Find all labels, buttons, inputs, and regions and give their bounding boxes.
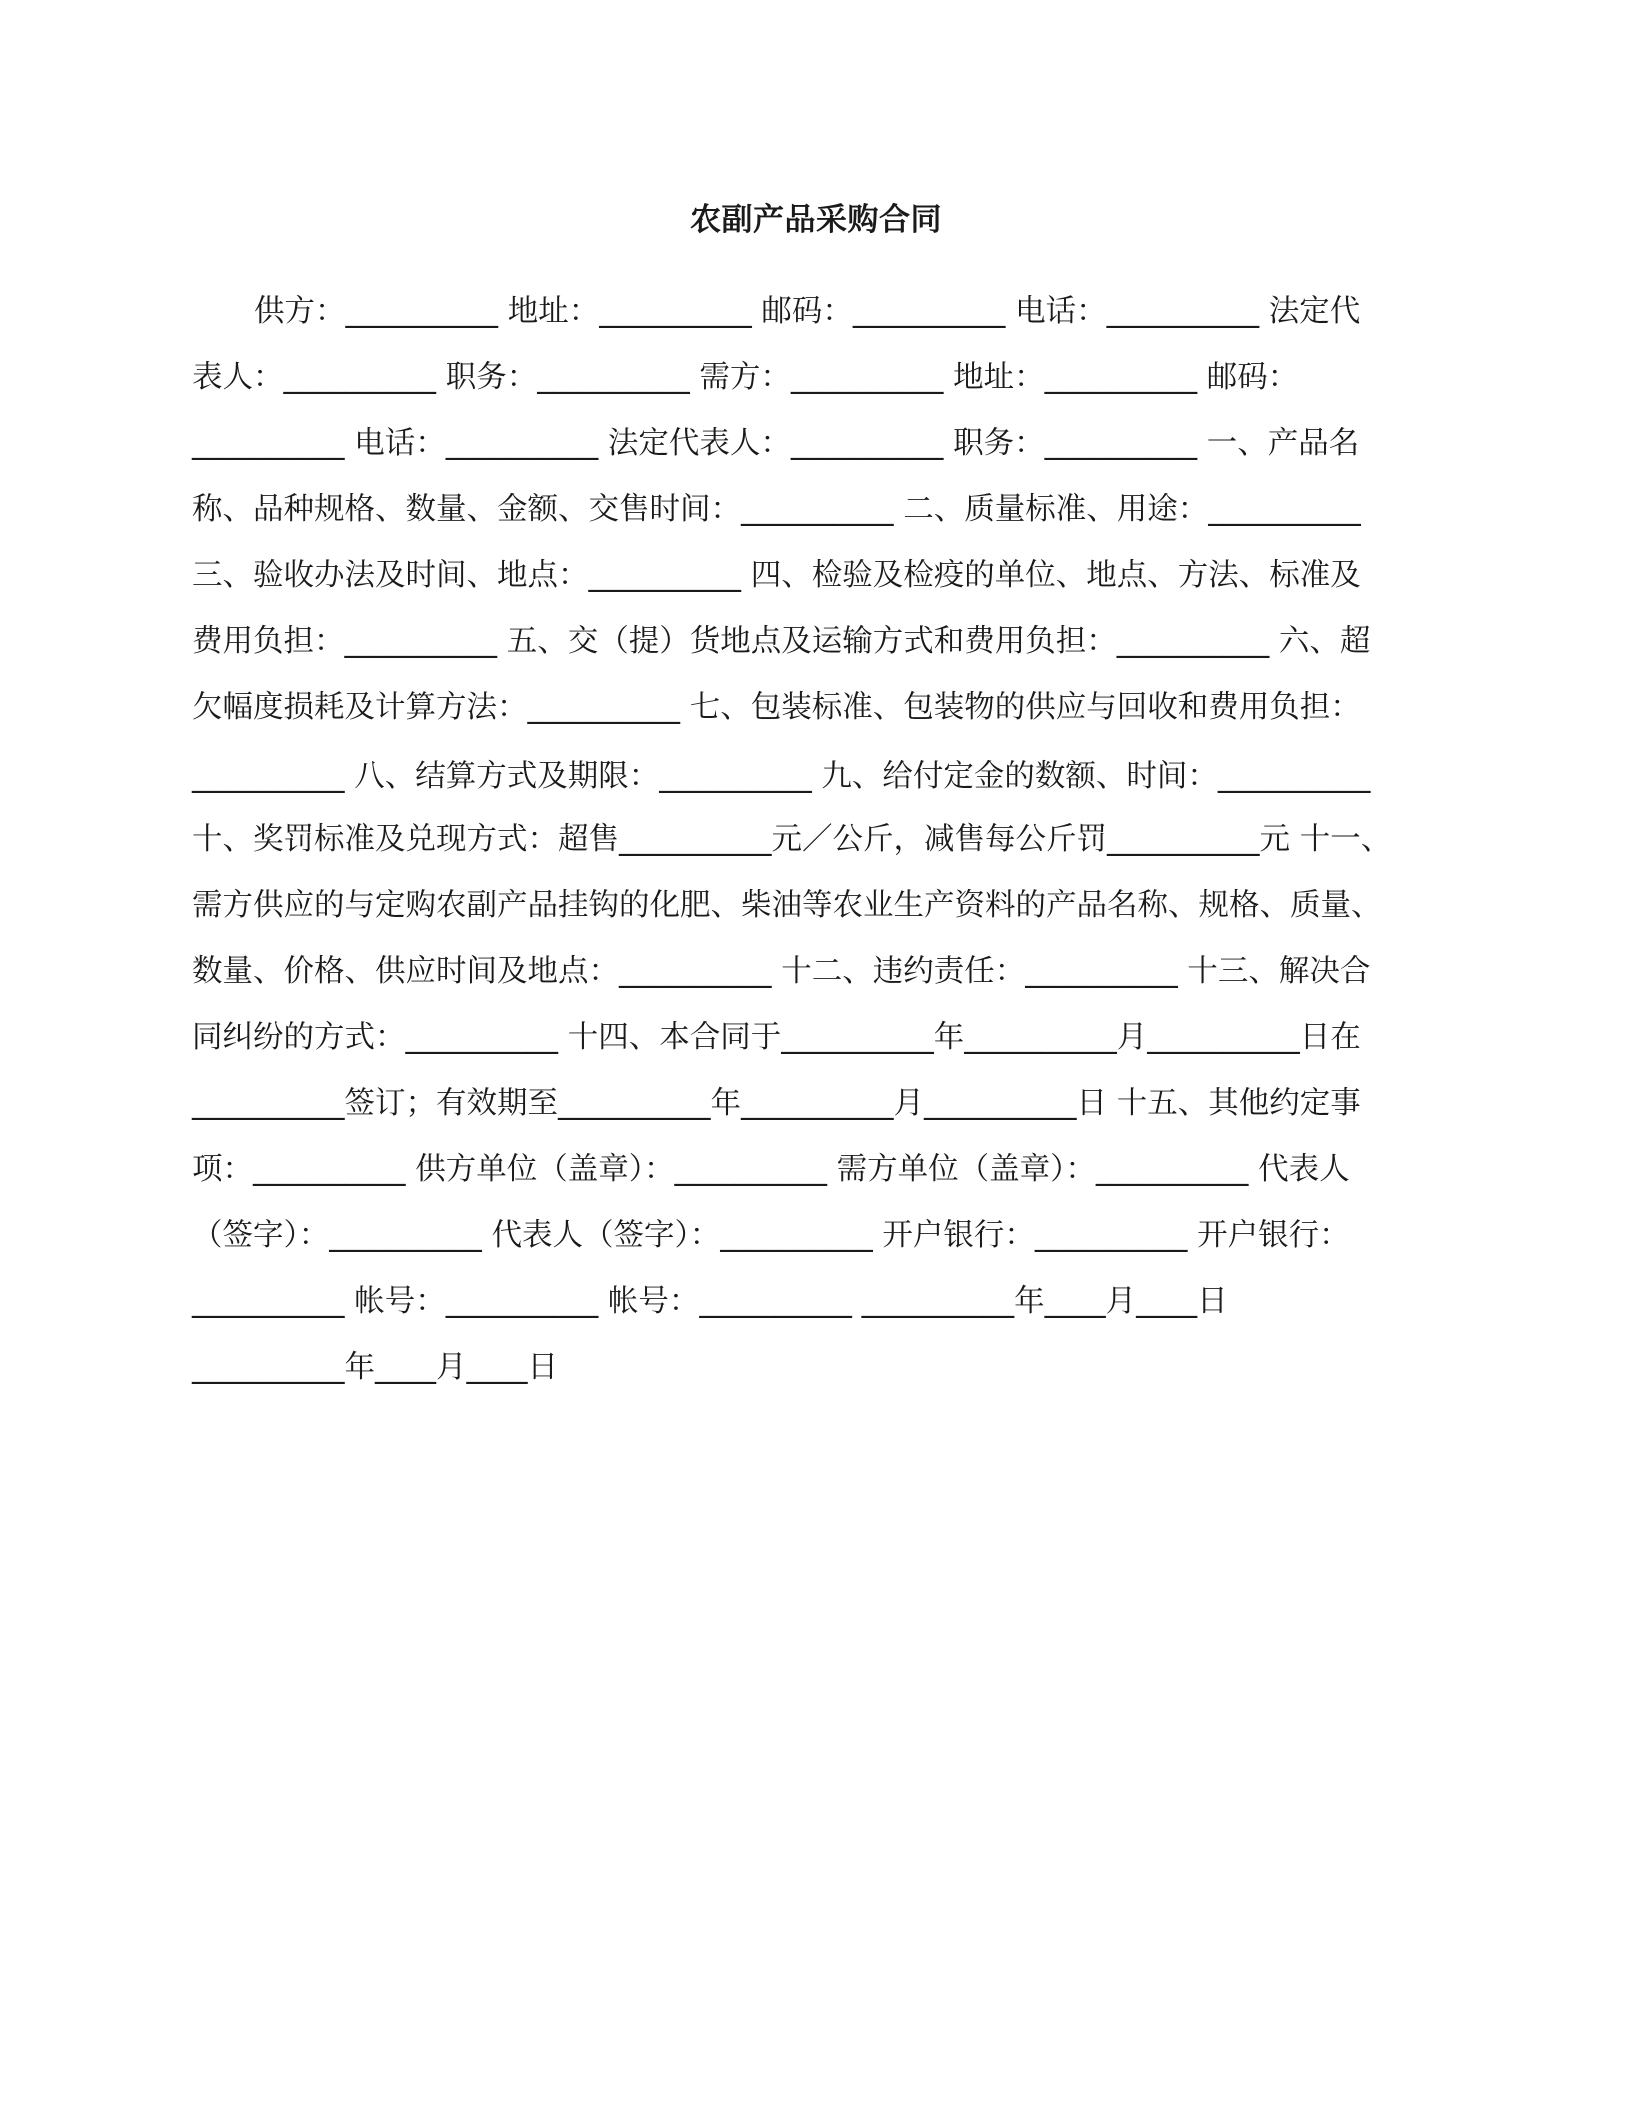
body-line-17: __________年____月____日 bbox=[192, 1350, 558, 1385]
body-line-14: 项：__________ 供方单位（盖章）：__________ 需方单位（盖章）：__________ 代表人 bbox=[192, 1152, 1350, 1187]
body-line-2: 表人：__________ 职务：__________ 需方：__________ 地址：__________ 邮码： bbox=[192, 360, 1299, 395]
body-line-13: __________签订；有效期至__________年__________月__________日 十五、其他约定事 bbox=[192, 1086, 1361, 1121]
body-line-10: 需方供应的与定购农副产品挂钩的化肥、柴油等农业生产资料的产品名称、规格、质量、 bbox=[192, 888, 1382, 923]
body-line-16: __________ 帐号：__________ 帐号：__________ __________年____月____日 bbox=[192, 1284, 1228, 1319]
body-line-9: 十、奖罚标准及兑现方式：超售__________元／公斤，减售每公斤罚__________元 十一、 bbox=[192, 822, 1392, 857]
document-title: 农副产品采购合同 bbox=[690, 202, 942, 238]
body-line-8: __________ 八、结算方式及期限：__________ 九、给付定金的数额、时间：__________ bbox=[192, 759, 1371, 794]
body-line-11: 数量、价格、供应时间及地点：__________ 十二、违约责任：__________ 十三、解决合 bbox=[192, 954, 1371, 989]
body-line-4: 称、品种规格、数量、金额、交售时间：__________ 二、质量标准、用途：__________ bbox=[192, 492, 1361, 527]
body-line-5: 三、验收办法及时间、地点：__________ 四、检验及检疫的单位、地点、方法、标准及 bbox=[192, 558, 1361, 593]
body-line-1: 供方：__________ 地址：__________ 邮码：__________ 电话：__________ 法定代 bbox=[254, 294, 1361, 329]
body-line-6: 费用负担：__________ 五、交（提）货地点及运输方式和费用负担：__________ 六、超 bbox=[192, 624, 1371, 659]
body-line-12: 同纠纷的方式：__________ 十四、本合同于__________年__________月__________日在 bbox=[192, 1020, 1361, 1055]
body-line-15: （签字）：__________ 代表人（签字）：__________ 开户银行：__________ 开户银行： bbox=[192, 1218, 1350, 1253]
body-line-7: 欠幅度损耗及计算方法：__________ 七、包装标准、包装物的供应与回收和费用负担： bbox=[192, 690, 1361, 725]
body-line-3: __________ 电话：__________ 法定代表人：__________ 职务：__________ 一、产品名 bbox=[192, 426, 1360, 461]
